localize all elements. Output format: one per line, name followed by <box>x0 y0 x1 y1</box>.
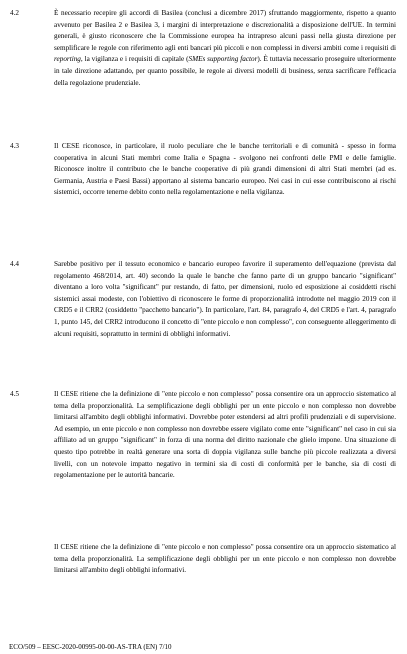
paragraph-text: Il CESE ritiene che la definizione di "ente piccolo e non complesso" possa consentire ora un approccio sistematico al tema della proporzionalità. La semplificazione degli obblighi per un ente piccolo e non complesso non dovrebbe limitarsi all'ambito degli obblighi informativi. <box>54 543 396 575</box>
page-footer: ECO/509 – EESC-2020-00995-00-00-AS-TRA (EN) 7/10 <box>9 643 172 651</box>
paragraph-text: Sarebbe positivo per il tessuto economico e bancario europeo favorire il superamento dell'equazione (prevista dal regolamento 468/2014, art. 40) secondo la quale le banche che fanno parte di un gruppo bancario "significant" diventano a loro volta "significant" pur restando, di fatto, per dimensioni, ruolo ed esposizione ai cosiddetti rischi sistemici assai modeste, con l'obiettivo di riconoscere le forme di proporzionalità introdotte nel maggio 2019 con il CRD5 e il CRR2 (cosiddetto "pacchetto bancario"). In particolare, l'art. 84, paragrafo 4, del CRD5 e l'art. 4, paragrafo 1, punto 145, del CRR2 introducono il concetto di "ente piccolo e non complesso", con conseguente alleggerimento di alcuni requisiti, soprattutto in termini di obblighi informativi. <box>54 260 396 338</box>
paragraph-text: Il CESE riconosce, in particolare, il ruolo peculiare che le banche territoriali e di comunità - spesso in forma cooperativa in alcuni Stati membri come Italia e Spagna - svolgono nei confronti delle PMI e delle famiglie. Riconosce inoltre il contributo che le banche cooperative di più grandi dimensioni di altri Stati membri (ad es. Germania, Austria e Paesi Bassi) apportano al sistema bancario europeo. Nei casi in cui esse contribuiscono ai rischi sistemici, occorre tenerne debito conto nella regolamentazione e nella vigilanza. <box>54 142 396 197</box>
paragraph-number: 4.4 <box>10 260 19 268</box>
paragraph-text: È necessario recepire gli accordi di Basilea (conclusi a dicembre 2017) sfruttando maggiormente, rispetto a quanto avvenuto per Basilea 2 e Basilea 3, i margini di interpretazione e discrezionalità a disposizione dell'UE. In termini generali, è giusto riconoscere che la Commissione europea ha intrapreso alcuni passi nella giusta direzione per semplificare le regole con riferimento agli enti bancari più piccoli e non complessi in diversi ambiti come i requisiti di reporting, la vigilanza e i requisiti di capitale (SMEs supporting factor). È tuttavia necessario proseguire ulteriormente in tale direzione adattando, per quanto possibile, le regole ai diversi modelli di business, senza sacrificare l'efficacia della regolazione prudenziale. <box>54 9 396 87</box>
paragraph-number: 4.2 <box>10 9 19 17</box>
paragraph-number: 4.5 <box>10 390 19 398</box>
paragraph-number: 4.3 <box>10 142 19 150</box>
paragraph-text: Il CESE ritiene che la definizione di "ente piccolo e non complesso" possa consentire ora un approccio sistematico al tema della proporzionalità. La semplificazione degli obblighi per un ente piccolo e non complesso non dovrebbe limitarsi all'ambito degli obblighi informativi. Dovrebbe poter estendersi ad altri profili prudenziali e di supervisione. Ad esempio, un ente piccolo e non complesso non dovrebbe essere vigilato come ente "significant" nel caso in cui sia affiliato ad un gruppo "significant" in forza di una norma del diritto nazionale che glielo impone. Una situazione di questo tipo potrebbe in realtà generare una sorta di doppia vigilanza sulle banche più piccole realizzata a diversi livelli, con un notevole impatto negativo in termini sia di costi di conformità per le banche, sia di costi di regolamentazione per le autorità bancarie. <box>54 390 396 480</box>
